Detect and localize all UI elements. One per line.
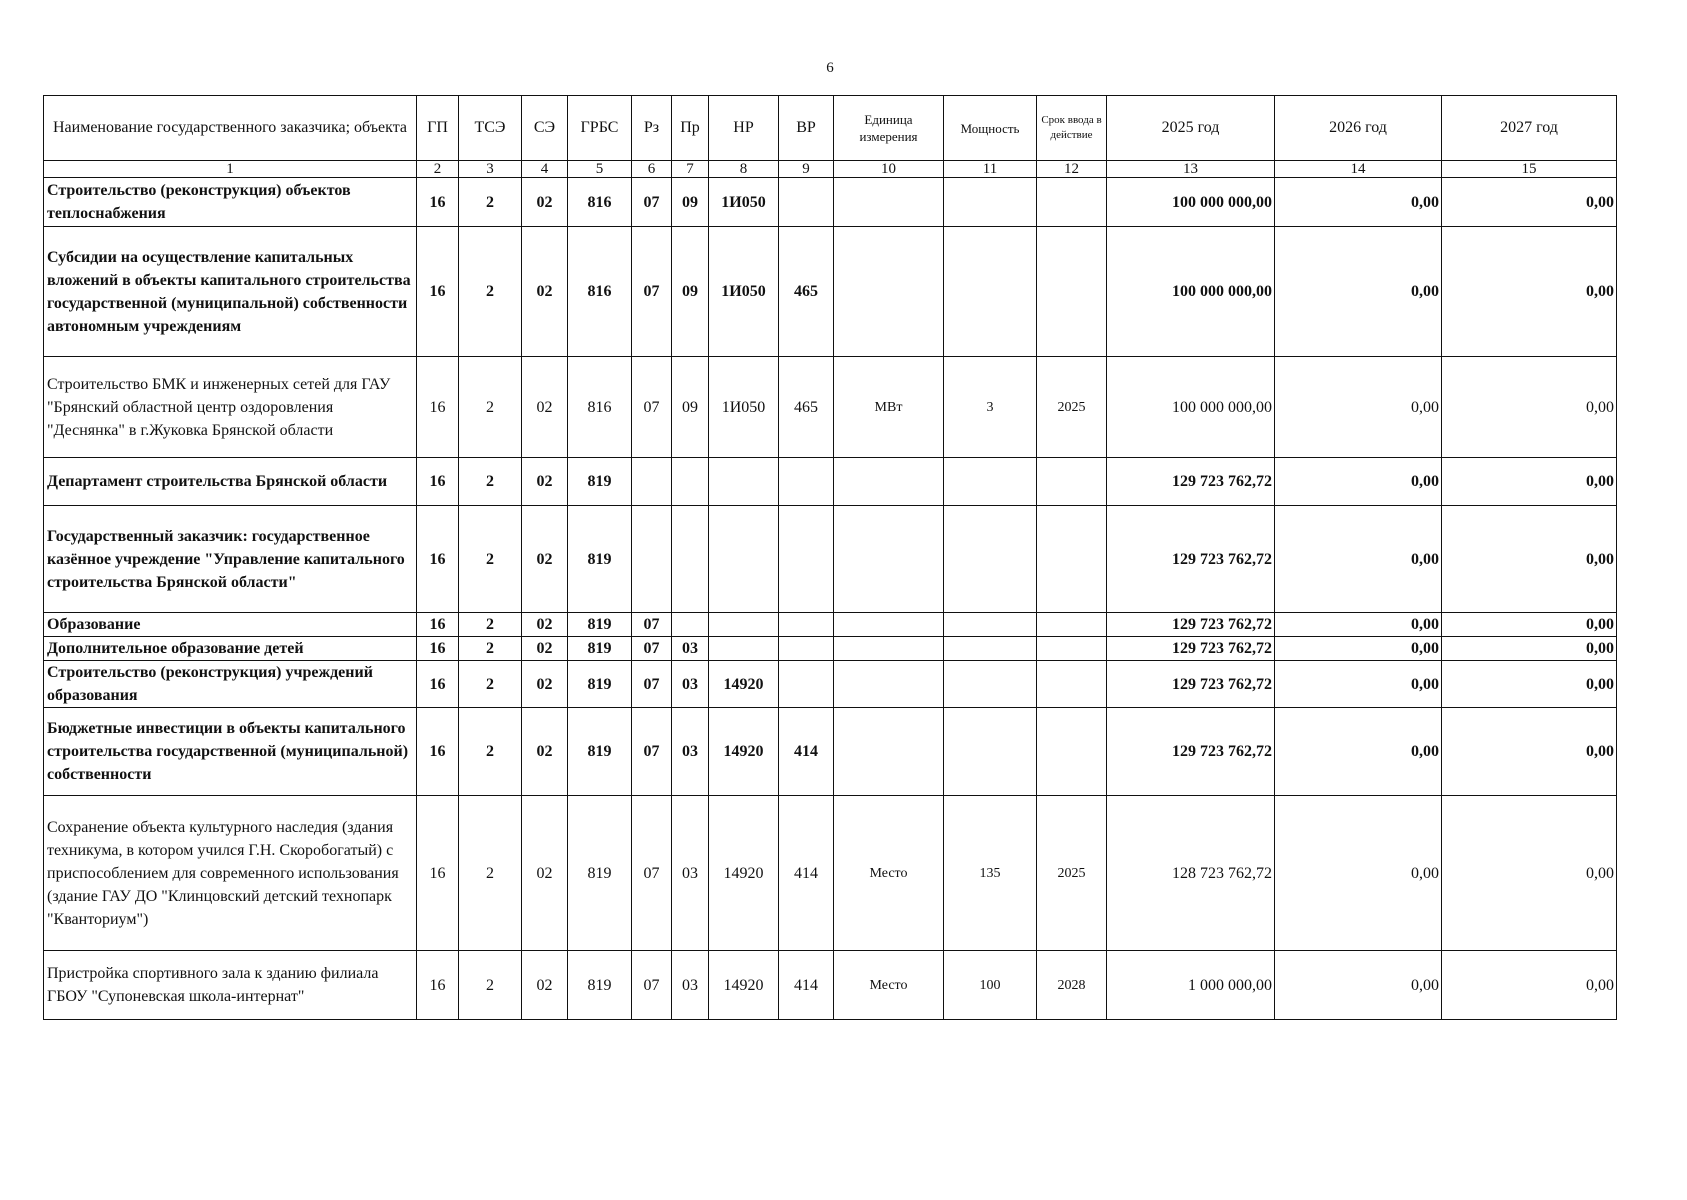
header-cell: 2025 год	[1107, 96, 1275, 161]
table-row	[44, 227, 1617, 357]
table-cell	[944, 506, 1037, 613]
table-cell	[779, 506, 834, 613]
table-cell: 819	[568, 661, 632, 708]
table-cell: 14920	[709, 661, 779, 708]
header-cell: 2026 год	[1275, 96, 1442, 161]
table-cell: 0,00	[1275, 796, 1442, 951]
table-cell: 819	[568, 708, 632, 796]
table-cell	[1037, 708, 1107, 796]
table-cell: 16	[417, 796, 459, 951]
header-cell: Единица измерения	[834, 96, 944, 161]
column-number: 1	[44, 161, 417, 178]
table-cell: 816	[568, 227, 632, 357]
table-cell	[944, 661, 1037, 708]
table-cell	[779, 613, 834, 637]
table-cell: 100 000 000,00	[1107, 357, 1275, 458]
table-cell: 819	[568, 613, 632, 637]
table-row	[44, 637, 1617, 661]
table-cell: 819	[568, 796, 632, 951]
table-cell	[779, 458, 834, 506]
table-cell: 03	[672, 661, 709, 708]
table-cell: 0,00	[1275, 613, 1442, 637]
table-cell: 09	[672, 357, 709, 458]
table-cell: 2	[459, 613, 522, 637]
header-cell: Наименование государственного заказчика; объекта	[44, 96, 417, 161]
table-cell: 2	[459, 227, 522, 357]
table-cell: 819	[568, 506, 632, 613]
table-cell: 2	[459, 796, 522, 951]
column-number-row	[44, 161, 1617, 178]
table-cell	[834, 506, 944, 613]
page-number: 6	[826, 60, 834, 76]
table-cell	[944, 708, 1037, 796]
table-cell: 02	[522, 613, 568, 637]
table-cell: 0,00	[1442, 357, 1617, 458]
table-cell: 2028	[1037, 951, 1107, 1020]
table-cell	[834, 458, 944, 506]
table-cell: 0,00	[1442, 637, 1617, 661]
table-cell: 0,00	[1275, 661, 1442, 708]
table-cell: 07	[632, 613, 672, 637]
table-cell: 2	[459, 357, 522, 458]
table-cell: 2	[459, 637, 522, 661]
table-cell: 129 723 762,72	[1107, 458, 1275, 506]
table-cell	[672, 458, 709, 506]
table-cell: 414	[779, 951, 834, 1020]
table-cell: 1 000 000,00	[1107, 951, 1275, 1020]
column-number: 3	[459, 161, 522, 178]
table-row	[44, 458, 1617, 506]
table-cell	[834, 637, 944, 661]
table-cell: 0,00	[1275, 357, 1442, 458]
table-cell: 16	[417, 637, 459, 661]
table-cell: 465	[779, 227, 834, 357]
table-cell: 2	[459, 951, 522, 1020]
table-cell: 129 723 762,72	[1107, 661, 1275, 708]
table-cell: 128 723 762,72	[1107, 796, 1275, 951]
table-cell: 02	[522, 227, 568, 357]
table-cell: 03	[672, 796, 709, 951]
table-cell: 1И050	[709, 227, 779, 357]
table-cell: 0,00	[1442, 227, 1617, 357]
table-row	[44, 796, 1617, 951]
table-cell: 16	[417, 506, 459, 613]
header-cell: Мощность	[944, 96, 1037, 161]
table-cell	[944, 637, 1037, 661]
table-cell	[834, 661, 944, 708]
table-cell: 09	[672, 178, 709, 227]
table-cell: 07	[632, 796, 672, 951]
table-cell: 819	[568, 951, 632, 1020]
header-cell: ГРБС	[568, 96, 632, 161]
row-name-cell: Субсидии на осуществление капитальных вложений в объекты капитального строительства государственной (муниципальной) собственности автономным учреждениям	[44, 227, 417, 357]
header-cell: 2027 год	[1442, 96, 1617, 161]
table-cell: 2	[459, 458, 522, 506]
table-cell: 819	[568, 637, 632, 661]
column-number: 7	[672, 161, 709, 178]
header-cell: ВР	[779, 96, 834, 161]
table-cell: 129 723 762,72	[1107, 613, 1275, 637]
table-row	[44, 357, 1617, 458]
table-cell	[632, 458, 672, 506]
column-number: 11	[944, 161, 1037, 178]
table-cell	[1037, 458, 1107, 506]
row-name-cell: Департамент строительства Брянской области	[44, 458, 417, 506]
table-cell: 14920	[709, 951, 779, 1020]
table-cell: 16	[417, 613, 459, 637]
table-cell	[709, 506, 779, 613]
table-cell	[1037, 637, 1107, 661]
table-cell: 0,00	[1442, 661, 1617, 708]
table-row	[44, 506, 1617, 613]
table-cell: 0,00	[1442, 708, 1617, 796]
table-cell	[709, 613, 779, 637]
table-cell: 02	[522, 708, 568, 796]
table-cell	[672, 613, 709, 637]
table-cell: 1И050	[709, 178, 779, 227]
column-number: 4	[522, 161, 568, 178]
table-cell	[944, 227, 1037, 357]
table-cell: 2	[459, 708, 522, 796]
table-cell: 16	[417, 951, 459, 1020]
table-cell: 16	[417, 178, 459, 227]
table-cell	[632, 506, 672, 613]
table-cell: 0,00	[1275, 458, 1442, 506]
column-number: 8	[709, 161, 779, 178]
table-cell: 0,00	[1275, 178, 1442, 227]
column-number: 6	[632, 161, 672, 178]
table-cell: 100 000 000,00	[1107, 178, 1275, 227]
row-name-cell: Строительство (реконструкция) объектов теплоснабжения	[44, 178, 417, 227]
row-name-cell: Строительство (реконструкция) учреждений образования	[44, 661, 417, 708]
table-cell	[944, 178, 1037, 227]
table-cell: 07	[632, 951, 672, 1020]
table-cell: 819	[568, 458, 632, 506]
table-cell: 16	[417, 458, 459, 506]
table-cell	[779, 637, 834, 661]
row-name-cell: Государственный заказчик: государственное казённое учреждение "Управление капитального строительства Брянской области"	[44, 506, 417, 613]
table-cell: 100	[944, 951, 1037, 1020]
table-cell: 0,00	[1442, 613, 1617, 637]
table-cell: МВт	[834, 357, 944, 458]
table-cell	[834, 708, 944, 796]
table-cell	[1037, 178, 1107, 227]
table-cell: 07	[632, 178, 672, 227]
table-cell: Место	[834, 951, 944, 1020]
table-cell: 16	[417, 708, 459, 796]
table-cell: 816	[568, 357, 632, 458]
table-cell: 414	[779, 796, 834, 951]
table-cell	[834, 613, 944, 637]
table-cell: 03	[672, 951, 709, 1020]
table-cell	[944, 458, 1037, 506]
table-cell: 0,00	[1442, 178, 1617, 227]
table-cell: 100 000 000,00	[1107, 227, 1275, 357]
table-cell	[834, 227, 944, 357]
table-cell: 02	[522, 951, 568, 1020]
header-cell: ГП	[417, 96, 459, 161]
table-cell	[779, 178, 834, 227]
table-cell: 2	[459, 178, 522, 227]
table-cell: 465	[779, 357, 834, 458]
column-number: 14	[1275, 161, 1442, 178]
table-cell: 2025	[1037, 357, 1107, 458]
table-cell: 816	[568, 178, 632, 227]
table-cell: 0,00	[1442, 506, 1617, 613]
table-cell: 0,00	[1442, 951, 1617, 1020]
table-cell: 2	[459, 506, 522, 613]
table-cell: 14920	[709, 708, 779, 796]
row-name-cell: Пристройка спортивного зала к зданию филиала ГБОУ "Супоневская школа-интернат"	[44, 951, 417, 1020]
table-cell: 16	[417, 227, 459, 357]
table-cell: 0,00	[1275, 227, 1442, 357]
table-cell: 02	[522, 178, 568, 227]
table-cell	[709, 637, 779, 661]
table-cell: 16	[417, 357, 459, 458]
table-cell: 02	[522, 637, 568, 661]
table-cell	[1037, 613, 1107, 637]
row-name-cell: Бюджетные инвестиции в объекты капитального строительства государственной (муниципальной) собственности	[44, 708, 417, 796]
table-cell	[1037, 227, 1107, 357]
row-name-cell: Сохранение объекта культурного наследия (здания техникума, в котором учился Г.Н. Скоробогатый) с приспособлением для современного использования (здание ГАУ ДО "Клинцовский детский технопарк "Кванториум")	[44, 796, 417, 951]
table-cell	[1037, 661, 1107, 708]
header-cell: Рз	[632, 96, 672, 161]
table-cell: 2	[459, 661, 522, 708]
table-cell: 07	[632, 357, 672, 458]
column-number: 2	[417, 161, 459, 178]
header-row	[44, 96, 1617, 161]
budget-table	[43, 95, 1617, 1020]
header-cell: СЭ	[522, 96, 568, 161]
table-row	[44, 661, 1617, 708]
column-number: 15	[1442, 161, 1617, 178]
column-number: 10	[834, 161, 944, 178]
table-cell: 02	[522, 506, 568, 613]
table-cell	[779, 661, 834, 708]
table-cell: 0,00	[1275, 708, 1442, 796]
table-cell	[672, 506, 709, 613]
table-cell	[1037, 506, 1107, 613]
table-cell: 414	[779, 708, 834, 796]
table-cell: 0,00	[1275, 506, 1442, 613]
table-cell: 16	[417, 661, 459, 708]
table-cell: 0,00	[1275, 637, 1442, 661]
header-cell: Срок ввода в действие	[1037, 96, 1107, 161]
table-cell	[709, 458, 779, 506]
table-cell: 07	[632, 661, 672, 708]
table-row	[44, 613, 1617, 637]
table-cell: 1И050	[709, 357, 779, 458]
table-cell: 135	[944, 796, 1037, 951]
table-cell: 02	[522, 796, 568, 951]
row-name-cell: Строительство БМК и инженерных сетей для ГАУ "Брянский областной центр оздоровления "Деснянка" в г.Жуковка Брянской области	[44, 357, 417, 458]
table-cell: 129 723 762,72	[1107, 637, 1275, 661]
table-cell	[944, 613, 1037, 637]
column-number: 13	[1107, 161, 1275, 178]
table-row	[44, 951, 1617, 1020]
table-cell: 2025	[1037, 796, 1107, 951]
table-cell: 02	[522, 458, 568, 506]
table-cell: 07	[632, 227, 672, 357]
table-cell: 02	[522, 661, 568, 708]
column-number: 9	[779, 161, 834, 178]
table-cell: 0,00	[1275, 951, 1442, 1020]
column-number: 12	[1037, 161, 1107, 178]
table-cell: 129 723 762,72	[1107, 708, 1275, 796]
header-cell: ТСЭ	[459, 96, 522, 161]
table-cell: 03	[672, 637, 709, 661]
header-cell: Пр	[672, 96, 709, 161]
table-cell: 0,00	[1442, 458, 1617, 506]
table-cell: 0,00	[1442, 796, 1617, 951]
table-cell: 14920	[709, 796, 779, 951]
table-cell: 07	[632, 708, 672, 796]
table-cell: Место	[834, 796, 944, 951]
table-row	[44, 708, 1617, 796]
header-cell: НР	[709, 96, 779, 161]
row-name-cell: Дополнительное образование детей	[44, 637, 417, 661]
table-cell: 07	[632, 637, 672, 661]
table-cell	[834, 178, 944, 227]
table-row	[44, 178, 1617, 227]
table-cell: 3	[944, 357, 1037, 458]
table-cell: 09	[672, 227, 709, 357]
table-cell: 03	[672, 708, 709, 796]
table-cell: 129 723 762,72	[1107, 506, 1275, 613]
table-cell: 02	[522, 357, 568, 458]
row-name-cell: Образование	[44, 613, 417, 637]
column-number: 5	[568, 161, 632, 178]
